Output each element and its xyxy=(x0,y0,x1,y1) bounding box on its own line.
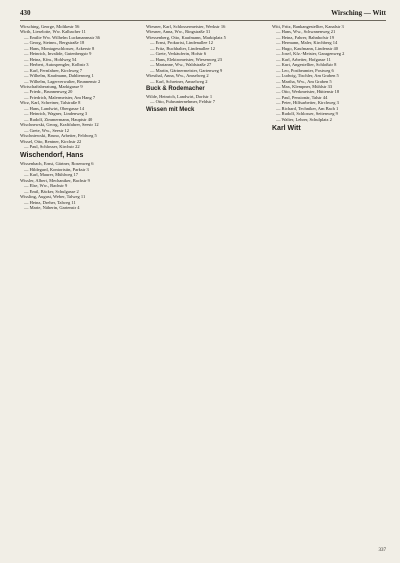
entry: Witt, Fritz, Bankangestellter, Kanalstr 3 xyxy=(272,24,344,29)
section-heading: Karl Witt xyxy=(272,125,301,133)
entry: — Friedr., Brunnenweg 20 xyxy=(24,89,73,95)
entry: — Peter, Hilfsarbeiter, Kirchweg 3 xyxy=(276,100,339,106)
entry: Wirz, Karl, Schreiner, Talstraße 8 xyxy=(20,100,81,106)
entry: — Hermann, Maler, Kirchberg 14 xyxy=(276,40,338,46)
entry: — Rudolf, Schlosser, Seitenweg 9 xyxy=(276,111,338,117)
entry: Wischnewski, Georg, Kraftfahrer, Seestr 12 xyxy=(20,122,99,128)
entry: — Heinz, Dreher, Talweg 11 xyxy=(24,199,76,205)
entry: Wirth, Lieselotte, Ww. Kalbacher 11 xyxy=(20,29,86,35)
entry: — Martin, Gärtnermeister, Gartenweg 9 xyxy=(150,67,223,73)
entry: — Marianne, Ww., Waldstraße 27 xyxy=(150,62,212,68)
entry: — Walter, Lehrer, Schulplatz 2 xyxy=(276,116,332,122)
entry: — Herbert, Autospengler, Kolbstr 3 xyxy=(24,62,89,68)
entry: Wissler, Albert, Mechaniker, Bachstr 9 xyxy=(20,177,90,183)
entry: — Emil, Bäcker, Schulgasse 2 xyxy=(24,188,79,194)
entry: — Karl, Maurer, Mühlweg 17 xyxy=(24,172,79,178)
section-heading: Wissen mit Meck xyxy=(146,106,195,113)
entry: — Paul, Schlosser, Kirchstr 22 xyxy=(24,143,80,149)
entry: — Hans, Montageschlosser, Ackerstr 8 xyxy=(24,45,95,51)
entry: — Leo, Postbeamter, Postweg 6 xyxy=(276,67,334,73)
entry: — Heinz, Fahrer, Bahnhofstr 19 xyxy=(276,34,335,40)
entry: Wiesner, Karl, Schlossermeister, Werkstr 16 xyxy=(146,24,226,29)
entry: Wilde, Heinrich, Landwirt, Dorfstr 1 xyxy=(146,93,213,99)
entry: — Heinz, Kfm., Hohlweg 54 xyxy=(24,56,77,62)
entry: — Martha, Ww., Am Graben 5 xyxy=(276,78,332,84)
entry: — Otto, Werkmeister, Hüttenstr 18 xyxy=(276,89,340,95)
page-number: 430 xyxy=(20,9,31,17)
entry: — Ludwig, Tischler, Am Graben 5 xyxy=(276,73,339,79)
entry: — Fritz, Buchhalter, Lindenallee 12 xyxy=(150,45,216,51)
entry: — Hans, Elektromeister, Wiesenweg 23 xyxy=(150,56,223,62)
section-heading: Buck & Rodemacher xyxy=(146,85,205,92)
entry: — Emilie Ww. Wilhelm Luckmannsstr 36 xyxy=(24,34,100,40)
entry: — Karl, Schreiner, Amselweg 2 xyxy=(150,78,208,84)
entry: Wirsching, George, Moltkestr 56 xyxy=(20,24,80,29)
entry: — Hildegard, Kontoristin, Parkstr 3 xyxy=(24,166,89,172)
entry: — Rudolf, Zimmermann, Hauptstr 40 xyxy=(24,116,93,122)
page-header xyxy=(20,9,386,19)
entry: — Marie, Näherin, Gartenstr 4 xyxy=(24,205,80,211)
entry: — Josef, Kfz.-Meister, Garagenweg 2 xyxy=(276,51,345,57)
entry: Wischniewski, Bruno, Arbeiter, Feldweg 5 xyxy=(20,133,97,139)
entry: Wissling, August, Weber, Talweg 11 xyxy=(20,194,86,200)
column-3 xyxy=(272,24,386,134)
entry: Wirtschaftsberatung, Marktgasse 9 xyxy=(20,83,83,89)
header-rule xyxy=(20,20,386,21)
entry: — Otto, Fuhrunternehmer, Feldstr 7 xyxy=(150,99,216,105)
entry: — Georg, Steinm., Bergstraße 18 xyxy=(24,40,85,46)
entry: — Richard, Techniker, Am Bach 1 xyxy=(276,105,339,111)
entry: Wiesner, Anna, Ww., Ringstraße 31 xyxy=(146,29,211,35)
entry: — Wilhelm, Kaufmann, Dahlienweg 1 xyxy=(24,73,94,79)
entry: — Friedrich, Malermeister, Am Hang 7 xyxy=(24,94,96,100)
entry: — Wilhelm, Lagerverwalter, Brunnenstr 2 xyxy=(24,78,101,84)
entry: — Paul, Pensionär, Talstr 44 xyxy=(276,94,328,100)
entry: — Hans, Landwirt, Obergasse 14 xyxy=(24,105,85,111)
entry: — Heinrich, Invalide, Gutenbergstr 9 xyxy=(24,51,92,57)
entry: — Max, Klempner, Mühlstr 33 xyxy=(276,83,333,89)
entry: — Hugo, Kaufmann, Lindenstr 40 xyxy=(276,45,338,51)
entry: — Grete, Ww., Seestr 12 xyxy=(24,127,69,133)
page-footer: 337 xyxy=(378,548,386,553)
entry: — Kurt, Angestellter, Schloßstr 8 xyxy=(276,62,337,68)
entry: Wiessenberg, Otto, Kaufmann, Marktplatz 5 xyxy=(146,34,226,40)
running-title: Wirsching — Witt xyxy=(331,9,386,17)
entry: — Heinrich, Wagner, Lindenweg 3 xyxy=(24,111,88,117)
entry: Wissel, Otto, Rentner, Kirchstr 22 xyxy=(20,138,82,144)
entry: — Ernst, Prokurist, Lindenallee 12 xyxy=(150,40,213,46)
column-2 xyxy=(146,24,264,115)
entry: — Grete, Verkäuferin, Hofstr 6 xyxy=(150,51,207,57)
entry: Wissenbach, Ernst, Gärtner, Rosenweg 6 xyxy=(20,161,94,167)
section-heading: Wischendorf, Hans xyxy=(20,152,84,160)
entry: — Hans, Ww., Schwanenweg 21 xyxy=(276,29,336,35)
entry: — Karl, Fernfahrer, Kirchweg 7 xyxy=(24,67,83,73)
entry: — Else, Ww., Bachstr 9 xyxy=(24,183,68,189)
column-1 xyxy=(20,24,138,211)
entry: — Karl, Arbeiter, Hofgasse 11 xyxy=(276,56,331,62)
entry: Wiesthal, Anna, Ww., Amselweg 2 xyxy=(146,73,209,79)
